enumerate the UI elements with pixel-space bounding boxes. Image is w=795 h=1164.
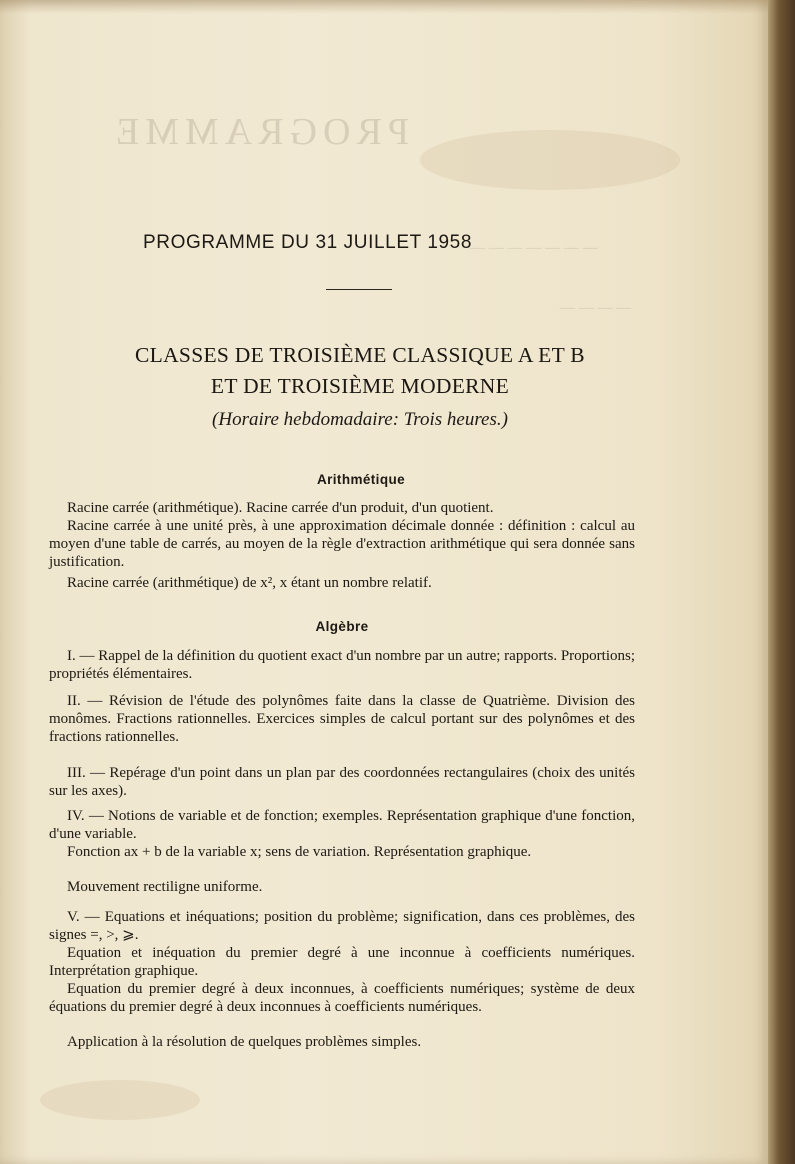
paragraph: Racine carrée (arithmétique). Racine carrée d'un produit, d'un quotient. <box>67 500 494 516</box>
paragraph: Application à la résolution de quelques problèmes simples. <box>67 1034 422 1050</box>
section-heading-arithmetique: Arithmétique <box>316 472 406 487</box>
paragraph: Racine carrée à une unité près, à une approximation décimale donnée : définition : calcul au moyen d'une table de carrés, au moyen de la règle d'extraction arithmétique qui sera donnée sans justification. <box>49 518 635 570</box>
paper-stain <box>40 1080 200 1120</box>
title-divider <box>326 289 392 290</box>
page-title: PROGRAMME DU 31 JUILLET 1958 <box>143 232 473 253</box>
paragraph: V. — Equations et inéquations; position du problème; signification, dans ces problèmes, des signes =, >, ⩾. <box>49 909 635 943</box>
paragraph: Equation du premier degré à deux inconnues, à coefficients numériques; système de deux équations du premier degré à deux inconnues à coefficients numériques. <box>49 981 635 1015</box>
class-title-line-1: CLASSES DE TROISIÈME CLASSIQUE A ET B <box>135 343 585 367</box>
bleed-through-text: PROGRAMME <box>110 111 409 153</box>
paragraph: Racine carrée (arithmétique) de x², x étant un nombre relatif. <box>67 575 432 591</box>
paragraph: I. — Rappel de la définition du quotient exact d'un nombre par un autre; rapports. Proportions; propriétés élémentaires. <box>49 648 635 682</box>
bleed-through-text: — — — — — — — <box>470 240 598 256</box>
section-heading-algebre: Algèbre <box>315 619 369 634</box>
paragraph: Fonction ax + b de la variable x; sens de variation. Représentation graphique. <box>67 844 532 860</box>
paragraph: IV. — Notions de variable et de fonction; exemples. Représentation graphique d'une fonction, d'une variable. <box>49 808 635 842</box>
class-title-line-2: ET DE TROISIÈME MODERNE <box>210 374 510 398</box>
paragraph: II. — Révision de l'étude des polynômes faite dans la classe de Quatrième. Division des monômes. Fractions rationnelles. Exercices simples de calcul portant sur des polynômes et des fractions rationnelles. <box>49 693 635 745</box>
paragraph: Equation et inéquation du premier degré à une inconnue à coefficients numériques. Interprétation graphique. <box>49 945 635 979</box>
paragraph: Mouvement rectiligne uniforme. <box>67 879 263 895</box>
paragraph: III. — Repérage d'un point dans un plan par des coordonnées rectangulaires (choix des unités sur les axes). <box>49 765 635 799</box>
bleed-through-text: — — — — <box>560 300 632 316</box>
paper-stain <box>420 130 680 190</box>
weekly-schedule: (Horaire hebdomadaire: Trois heures.) <box>212 409 508 430</box>
page-shadow <box>0 0 768 14</box>
